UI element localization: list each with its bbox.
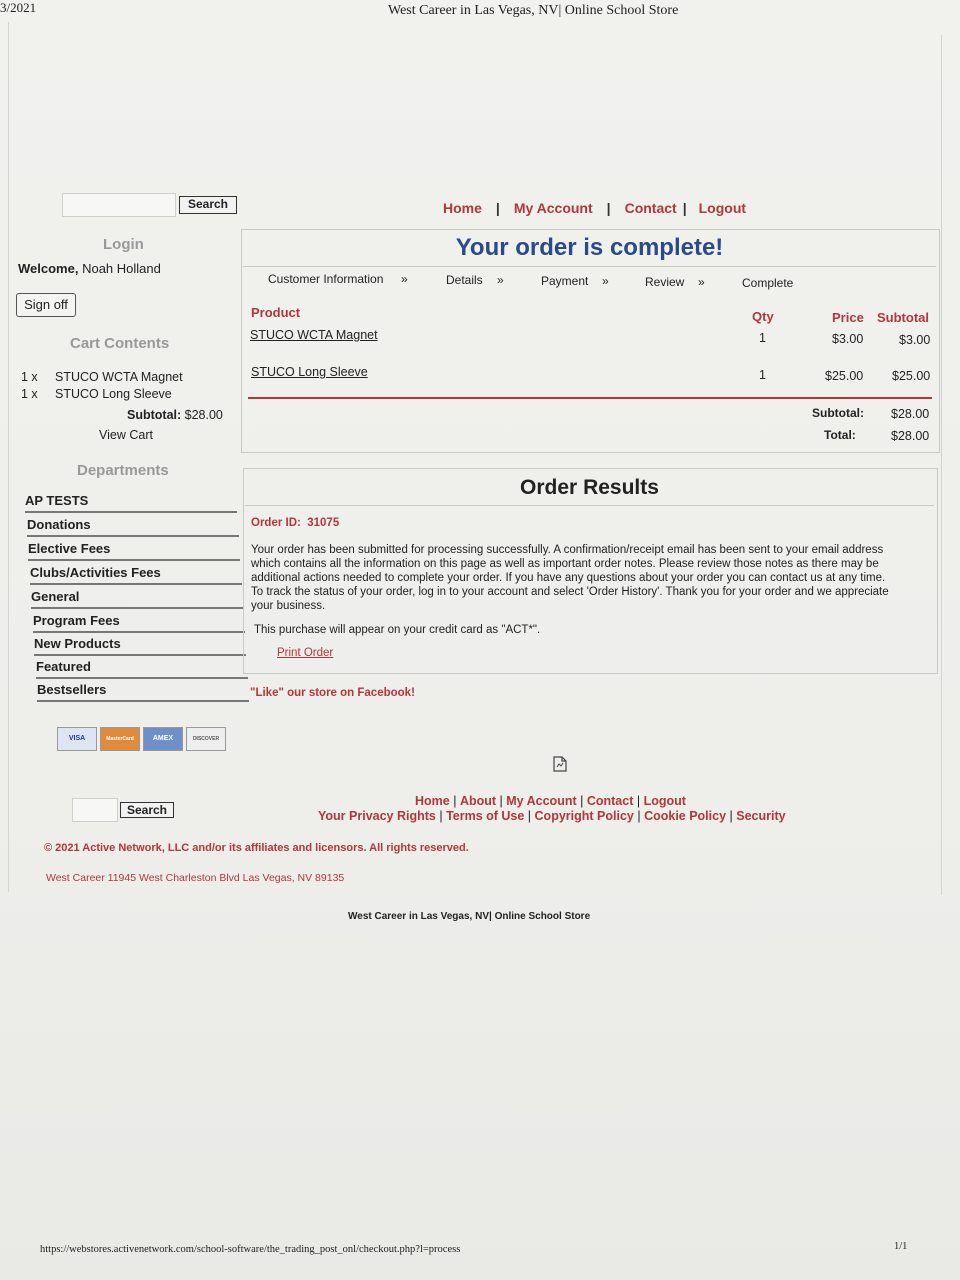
cart-items [21, 369, 183, 403]
footer-logout[interactable]: Logout [643, 794, 686, 808]
welcome-line [18, 261, 161, 276]
cart-heading: Cart Contents [70, 335, 170, 352]
order-message: Your order has been submitted for processing successfully. A confirmation/receipt email has been sent to your email address which contains all the information on this page as well as important order notes. Please review those notes as there may be additional actions needed to complete your order. If you have any questions about your order you can contact us at any time. To track the status of your order, log in to your account and select 'Order History'. Thank you for your order and we appreciate your business. [251, 544, 889, 612]
totals-divider [248, 397, 932, 399]
cart-subtotal: Subtotal: $28.00 [127, 408, 223, 422]
row-subtotal: $25.00 [892, 369, 931, 383]
document-icon [553, 756, 567, 777]
total-value: $28.00 [891, 429, 930, 443]
search-button[interactable]: Search [179, 196, 237, 214]
print-url: https://webstores.activenetwork.com/school-software/the_trading_post_onl/checkout.php?l=process [40, 1244, 461, 1255]
dept-donations[interactable]: Donations [27, 517, 239, 537]
nav-home[interactable]: Home [443, 200, 482, 216]
dept-ap-tests[interactable]: AP TESTS [25, 493, 237, 513]
cart-item: 1 x STUCO Long Sleeve [21, 387, 172, 401]
nav-contact[interactable]: Contact [624, 200, 677, 216]
user-name: Noah Holland [82, 261, 161, 276]
dept-program-fees[interactable]: Program Fees [33, 613, 245, 633]
col-qty: Qty [752, 309, 774, 324]
row-subtotal: $3.00 [899, 333, 931, 347]
col-subtotal: Subtotal [877, 310, 929, 325]
store-address: West Career 11945 West Charleston Blvd Las Vegas, NV 89135 [46, 872, 345, 884]
print-date: 3/2021 [0, 0, 37, 15]
total-label: Total: [824, 428, 856, 442]
footer-my-account[interactable]: My Account [506, 794, 577, 808]
row-price: $25.00 [825, 369, 864, 383]
row-price: $3.00 [832, 332, 864, 346]
product-link-long-sleeve[interactable]: STUCO Long Sleeve [251, 365, 368, 379]
credit-card-note: This purchase will appear on your credit card as "ACT*". [254, 624, 541, 636]
order-complete-heading: Your order is complete! [455, 234, 724, 261]
footer-about[interactable]: About [459, 794, 497, 808]
cart-item: 1 x STUCO WCTA Magnet [21, 370, 183, 384]
mastercard-icon: MasterCard [100, 727, 140, 751]
copyright-text: © 2021 Active Network, LLC and/or its affiliates and licensors. All rights reserved. [44, 842, 469, 854]
footer-cookie-policy[interactable]: Cookie Policy [644, 809, 727, 823]
amex-card-icon: AMEX [143, 727, 183, 751]
facebook-like-link[interactable]: "Like" our store on Facebook! [250, 687, 415, 699]
row-qty: 1 [759, 368, 766, 382]
footer-privacy[interactable]: Your Privacy Rights [318, 809, 436, 823]
order-results-heading: Order Results [520, 476, 659, 499]
welcome-label: Welcome, [18, 261, 79, 276]
footer-security[interactable]: Security [736, 809, 786, 823]
col-product: Product [251, 305, 301, 320]
nav-my-account[interactable]: My Account [513, 200, 593, 216]
print-page-number: 1/1 [894, 1241, 908, 1252]
dept-general[interactable]: General [31, 589, 243, 609]
dept-clubs-activities[interactable]: Clubs/Activities Fees [30, 565, 242, 585]
row-qty: 1 [759, 331, 766, 345]
sign-off-button[interactable]: Sign off [16, 293, 76, 317]
footer-search-input[interactable] [72, 798, 118, 822]
footer-search-button[interactable]: Search [120, 802, 174, 818]
login-heading: Login [103, 236, 144, 253]
departments-heading: Departments [77, 462, 169, 479]
subtotal-label: Subtotal: [812, 406, 864, 420]
footer-terms[interactable]: Terms of Use [446, 809, 525, 823]
dept-new-products[interactable]: New Products [34, 636, 246, 656]
view-cart-link[interactable]: View Cart [99, 428, 153, 442]
footer-nav-legal: Your Privacy Rights | Terms of Use | Copyright Policy | Cookie Policy | Security [318, 809, 786, 823]
dept-elective-fees[interactable]: Elective Fees [28, 541, 240, 561]
col-price: Price [832, 310, 864, 325]
order-id: Order ID: 31075 [251, 517, 340, 529]
subtotal-value: $28.00 [891, 407, 930, 421]
step-complete: Complete [742, 276, 794, 290]
print-order-link[interactable]: Print Order [277, 647, 334, 659]
dept-bestsellers[interactable]: Bestsellers [37, 682, 249, 702]
print-title: West Career in Las Vegas, NV| Online School Store [388, 3, 679, 18]
discover-card-icon: DISCOVER [186, 727, 226, 751]
order-id-value: 31075 [307, 517, 340, 529]
step-customer-info: Customer Information [268, 272, 384, 286]
dept-featured[interactable]: Featured [36, 659, 248, 679]
footer-home[interactable]: Home [415, 794, 450, 808]
footer-nav-primary: Home | About | My Account | Contact | Logout [415, 794, 686, 808]
step-payment: Payment [541, 274, 589, 288]
nav-logout[interactable]: Logout [698, 200, 747, 216]
footer-contact[interactable]: Contact [586, 794, 634, 808]
visa-card-icon: VISA [57, 727, 97, 751]
footer-copyright-policy[interactable]: Copyright Policy [534, 809, 634, 823]
top-nav: Home | My Account | Contact | Logout [443, 200, 747, 216]
step-details: Details [446, 273, 483, 287]
search-input[interactable] [62, 193, 176, 217]
footer-store-title: West Career in Las Vegas, NV| Online School Store [348, 911, 591, 922]
step-review: Review [645, 275, 685, 289]
product-link-magnet[interactable]: STUCO WCTA Magnet [250, 328, 378, 342]
